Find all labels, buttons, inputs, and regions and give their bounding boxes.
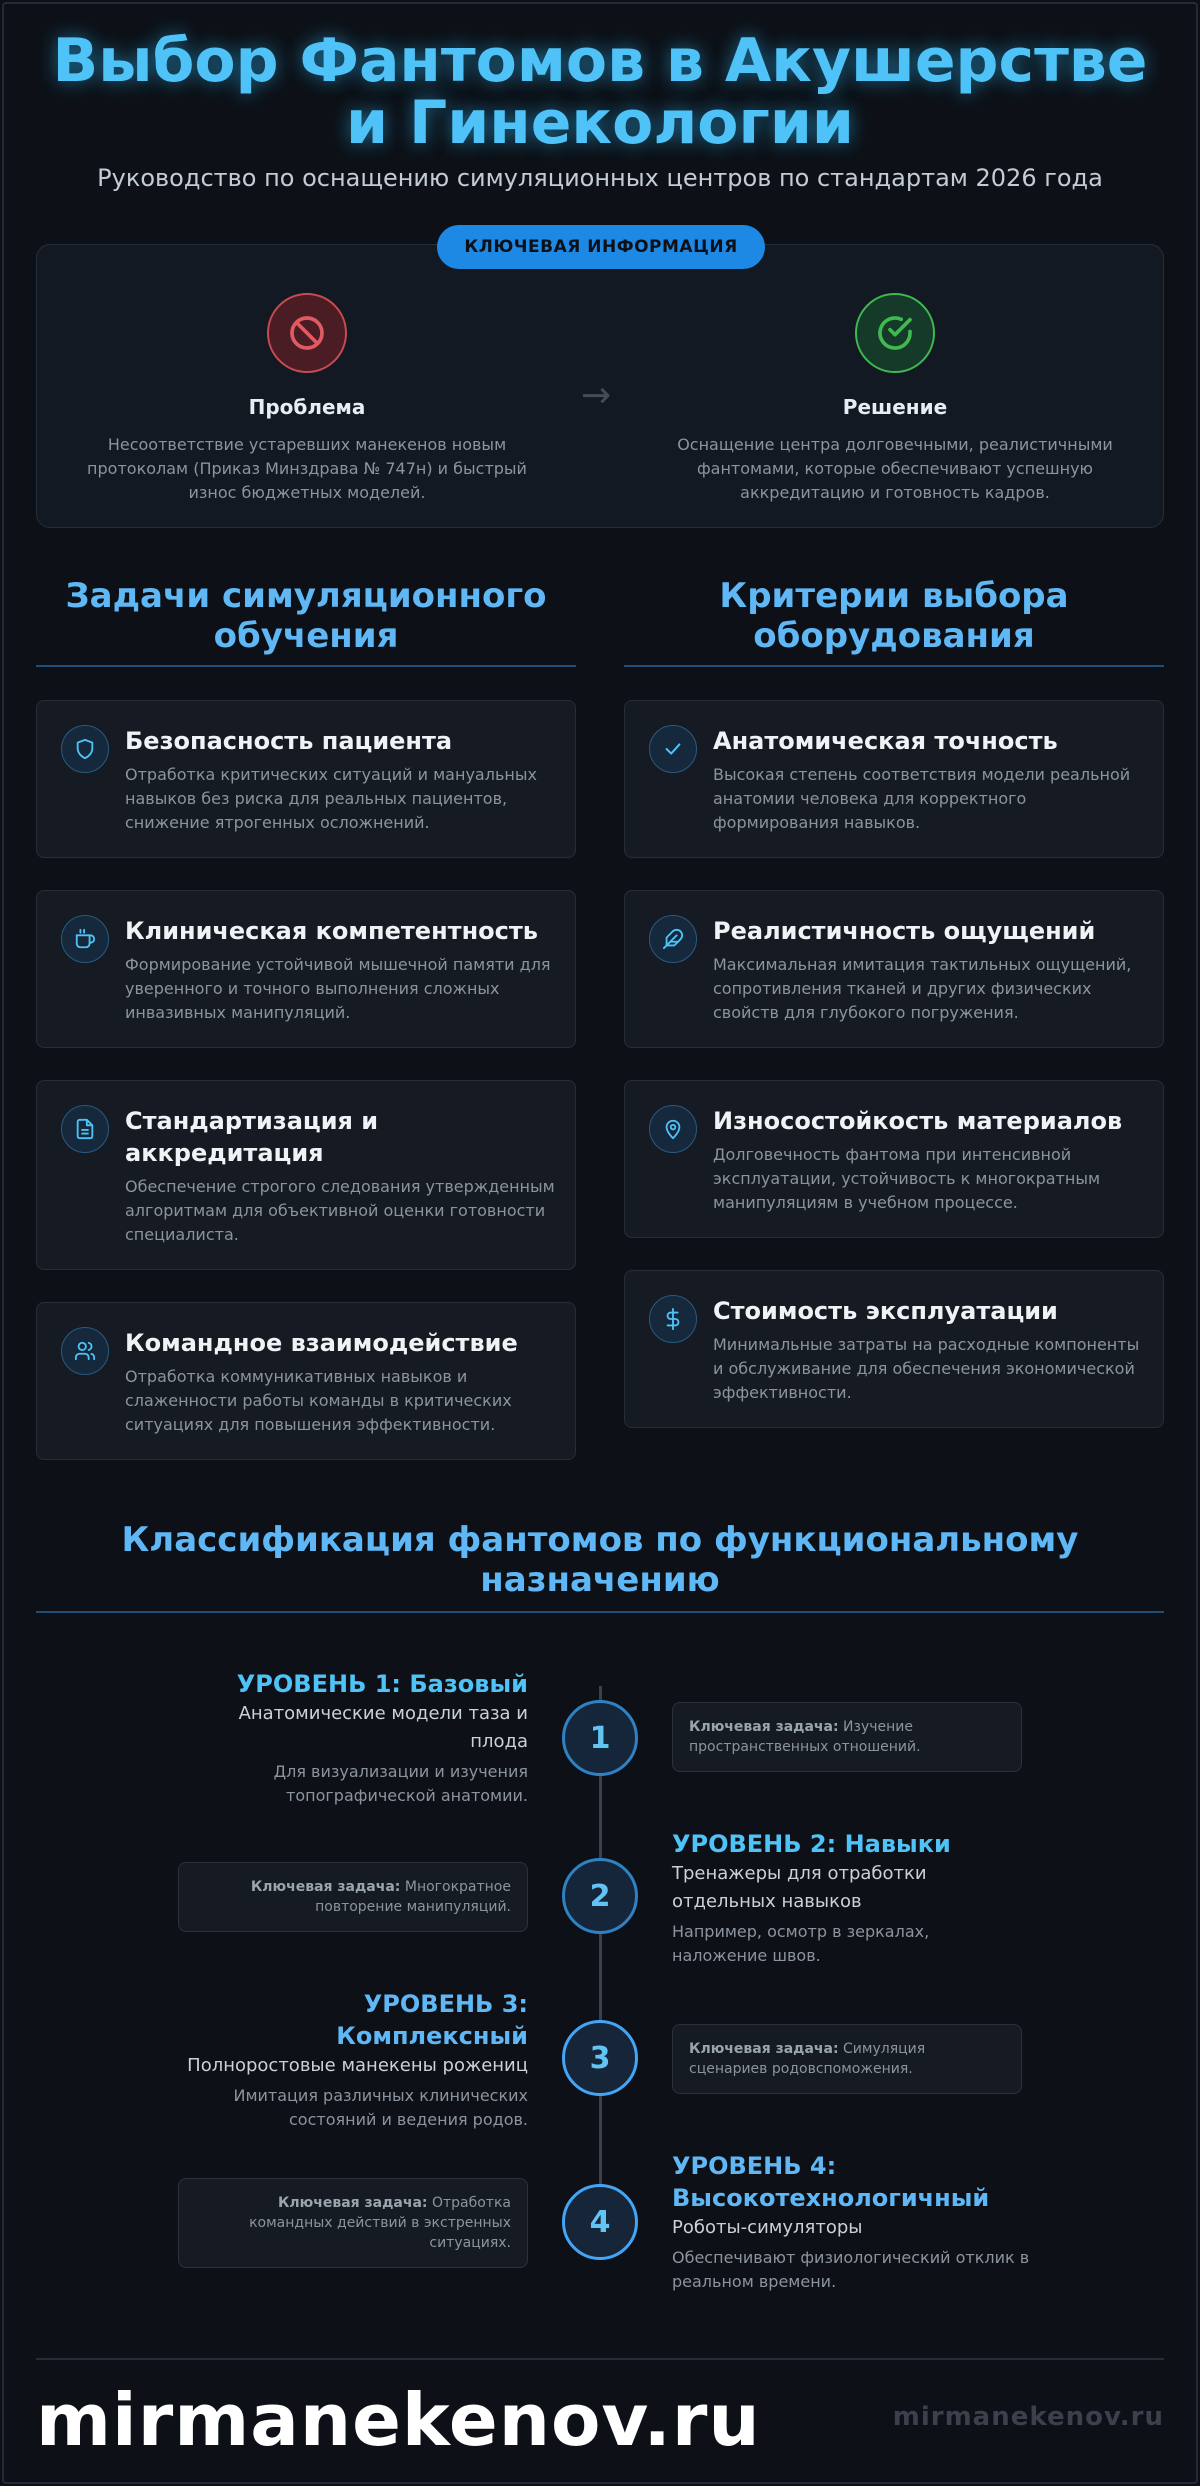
criteria-title: Стоимость эксплуатации [713, 1297, 1058, 1325]
task-title: Безопасность пациента [125, 727, 453, 755]
task-label: Ключевая задача: [250, 1879, 401, 1895]
task-title: Клиническая компетентность [125, 917, 538, 945]
brand-logo: mirmanekenov.ru [36, 2378, 761, 2462]
document-icon [61, 1105, 109, 1153]
classification-title: Классификация фантомов по функциональному назначению [121, 1520, 1079, 1600]
criteria-card [624, 700, 1164, 858]
level-1-task [672, 1702, 1022, 1772]
task-text: Симуляция сценариев родовспоможения. [689, 2041, 926, 2077]
level-desc: Например, осмотр в зеркалах, наложение швов. [672, 1922, 930, 1965]
solution-title: Решение [842, 395, 948, 419]
criteria-title: Анатомическая точность [713, 727, 1058, 755]
level-subtitle: Роботы-симуляторы [672, 2217, 863, 2238]
task-desc: Формирование устойчивой мышечной памяти для уверенного и точного выполнения сложных инвазивных манипуляций. [125, 955, 551, 1022]
solution-block [655, 293, 1135, 505]
level-1-info [176, 1668, 528, 1808]
footer-url[interactable]: mirmanekenov.ru [892, 2402, 1164, 2432]
level-4-number: 4 [562, 2184, 638, 2260]
dollar-icon [649, 1295, 697, 1343]
task-label: Ключевая задача: [689, 2041, 839, 2057]
problem-text: Несоответствие устаревших манекенов новым протоколам (Приказ Минздрава № 747н) и быстрый износ бюджетных моделей. [87, 435, 527, 502]
ban-icon [267, 293, 347, 373]
shield-icon [61, 725, 109, 773]
task-text: Многократное повторение манипуляций. [315, 1879, 511, 1915]
task-card [36, 890, 576, 1048]
level-1-number: 1 [562, 1700, 638, 1776]
level-subtitle: Тренажеры для отработки отдельных навыков [672, 1863, 927, 1912]
users-icon [61, 1327, 109, 1375]
level-title: УРОВЕНЬ 2: Навыки [672, 1830, 951, 1858]
criteria-card [624, 1080, 1164, 1238]
task-text: Отработка командных действий в экстренных ситуациях. [249, 2195, 511, 2251]
criteria-title: Реалистичность ощущений [713, 917, 1096, 945]
level-title: УРОВЕНЬ 4: Высокотехнологичный [672, 2152, 990, 2212]
cup-icon [61, 915, 109, 963]
level-desc: Имитация различных клинических состояний и ведения родов. [233, 2086, 528, 2129]
level-desc: Для визуализации и изучения топографической анатомии. [273, 1762, 528, 1805]
key-info-label: КЛЮЧЕВАЯ ИНФОРМАЦИЯ [437, 225, 765, 269]
level-3-task [672, 2024, 1022, 2094]
criteria-divider [624, 665, 1164, 667]
task-label: Ключевая задача: [689, 1719, 839, 1735]
tasks-divider [36, 665, 576, 667]
task-desc: Отработка коммуникативных навыков и слаженности работы команды в критических ситуациях для повышения эффективности. [125, 1367, 512, 1434]
footer-divider [36, 2358, 1164, 2360]
level-2-number: 2 [562, 1858, 638, 1934]
task-card [36, 1302, 576, 1460]
level-2-task [178, 1862, 528, 1932]
page-subtitle: Руководство по оснащению симуляционных центров по стандартам 2026 года [97, 164, 1103, 192]
problem-title: Проблема [248, 395, 366, 419]
criteria-card [624, 890, 1164, 1048]
criteria-desc: Долговечность фантома при интенсивной эксплуатации, устойчивость к многократным манипуляциям в учебном процессе. [713, 1145, 1101, 1212]
check-icon [649, 725, 697, 773]
criteria-desc: Высокая степень соответствия модели реальной анатомии человека для корректного формирования навыков. [713, 765, 1131, 832]
criteria-section-title: Критерии выбора оборудования [719, 576, 1069, 656]
classification-divider [36, 1611, 1164, 1613]
level-desc: Обеспечивают физиологический отклик в реальном времени. [672, 2248, 1030, 2291]
tasks-section-title: Задачи симуляционного обучения [65, 576, 547, 656]
task-text: Изучение пространственных отношений. [689, 1719, 921, 1755]
task-desc: Отработка критических ситуаций и мануальных навыков без риска для реальных пациентов, снижение ятрогенных осложнений. [125, 765, 537, 832]
task-desc: Обеспечение строгого следования утвержденным алгоритмам для объективной оценки готовности специалиста. [125, 1177, 555, 1244]
criteria-desc: Максимальная имитация тактильных ощущений, сопротивления тканей и других физических свойств для глубокого погружения. [713, 955, 1132, 1022]
map-pin-icon [649, 1105, 697, 1153]
arrow-right-icon: → [581, 375, 612, 416]
level-subtitle: Анатомические модели таза и плода [238, 1703, 528, 1752]
level-title: УРОВЕНЬ 1: Базовый [236, 1670, 528, 1698]
criteria-title: Износостойкость материалов [713, 1107, 1123, 1135]
solution-text: Оснащение центра долговечными, реалистичными фантомами, которые обеспечивают успешную аккредитацию и готовность кадров. [677, 435, 1113, 502]
task-label: Ключевая задача: [277, 2195, 428, 2211]
feather-icon [649, 915, 697, 963]
task-card [36, 1080, 576, 1270]
level-2-info [672, 1828, 982, 1968]
level-title: УРОВЕНЬ 3: Комплексный [336, 1990, 528, 2050]
check-circle-icon [855, 293, 935, 373]
task-title: Стандартизация и аккредитация [125, 1107, 379, 1167]
problem-block [67, 293, 547, 505]
level-subtitle: Полноростовые манекены рожениц [187, 2055, 528, 2076]
page-title: Выбор Фантомов в Акушерстве и Гинекологии [52, 26, 1148, 158]
criteria-card [624, 1270, 1164, 1428]
level-3-info [176, 1988, 528, 2132]
level-3-number: 3 [562, 2020, 638, 2096]
level-4-info [672, 2150, 1032, 2294]
level-4-task [178, 2178, 528, 2268]
key-info-panel [36, 237, 1164, 528]
task-title: Командное взаимодействие [125, 1329, 518, 1357]
task-card [36, 700, 576, 858]
criteria-desc: Минимальные затраты на расходные компоненты и обслуживание для обеспечения экономической эффективности. [713, 1335, 1140, 1402]
